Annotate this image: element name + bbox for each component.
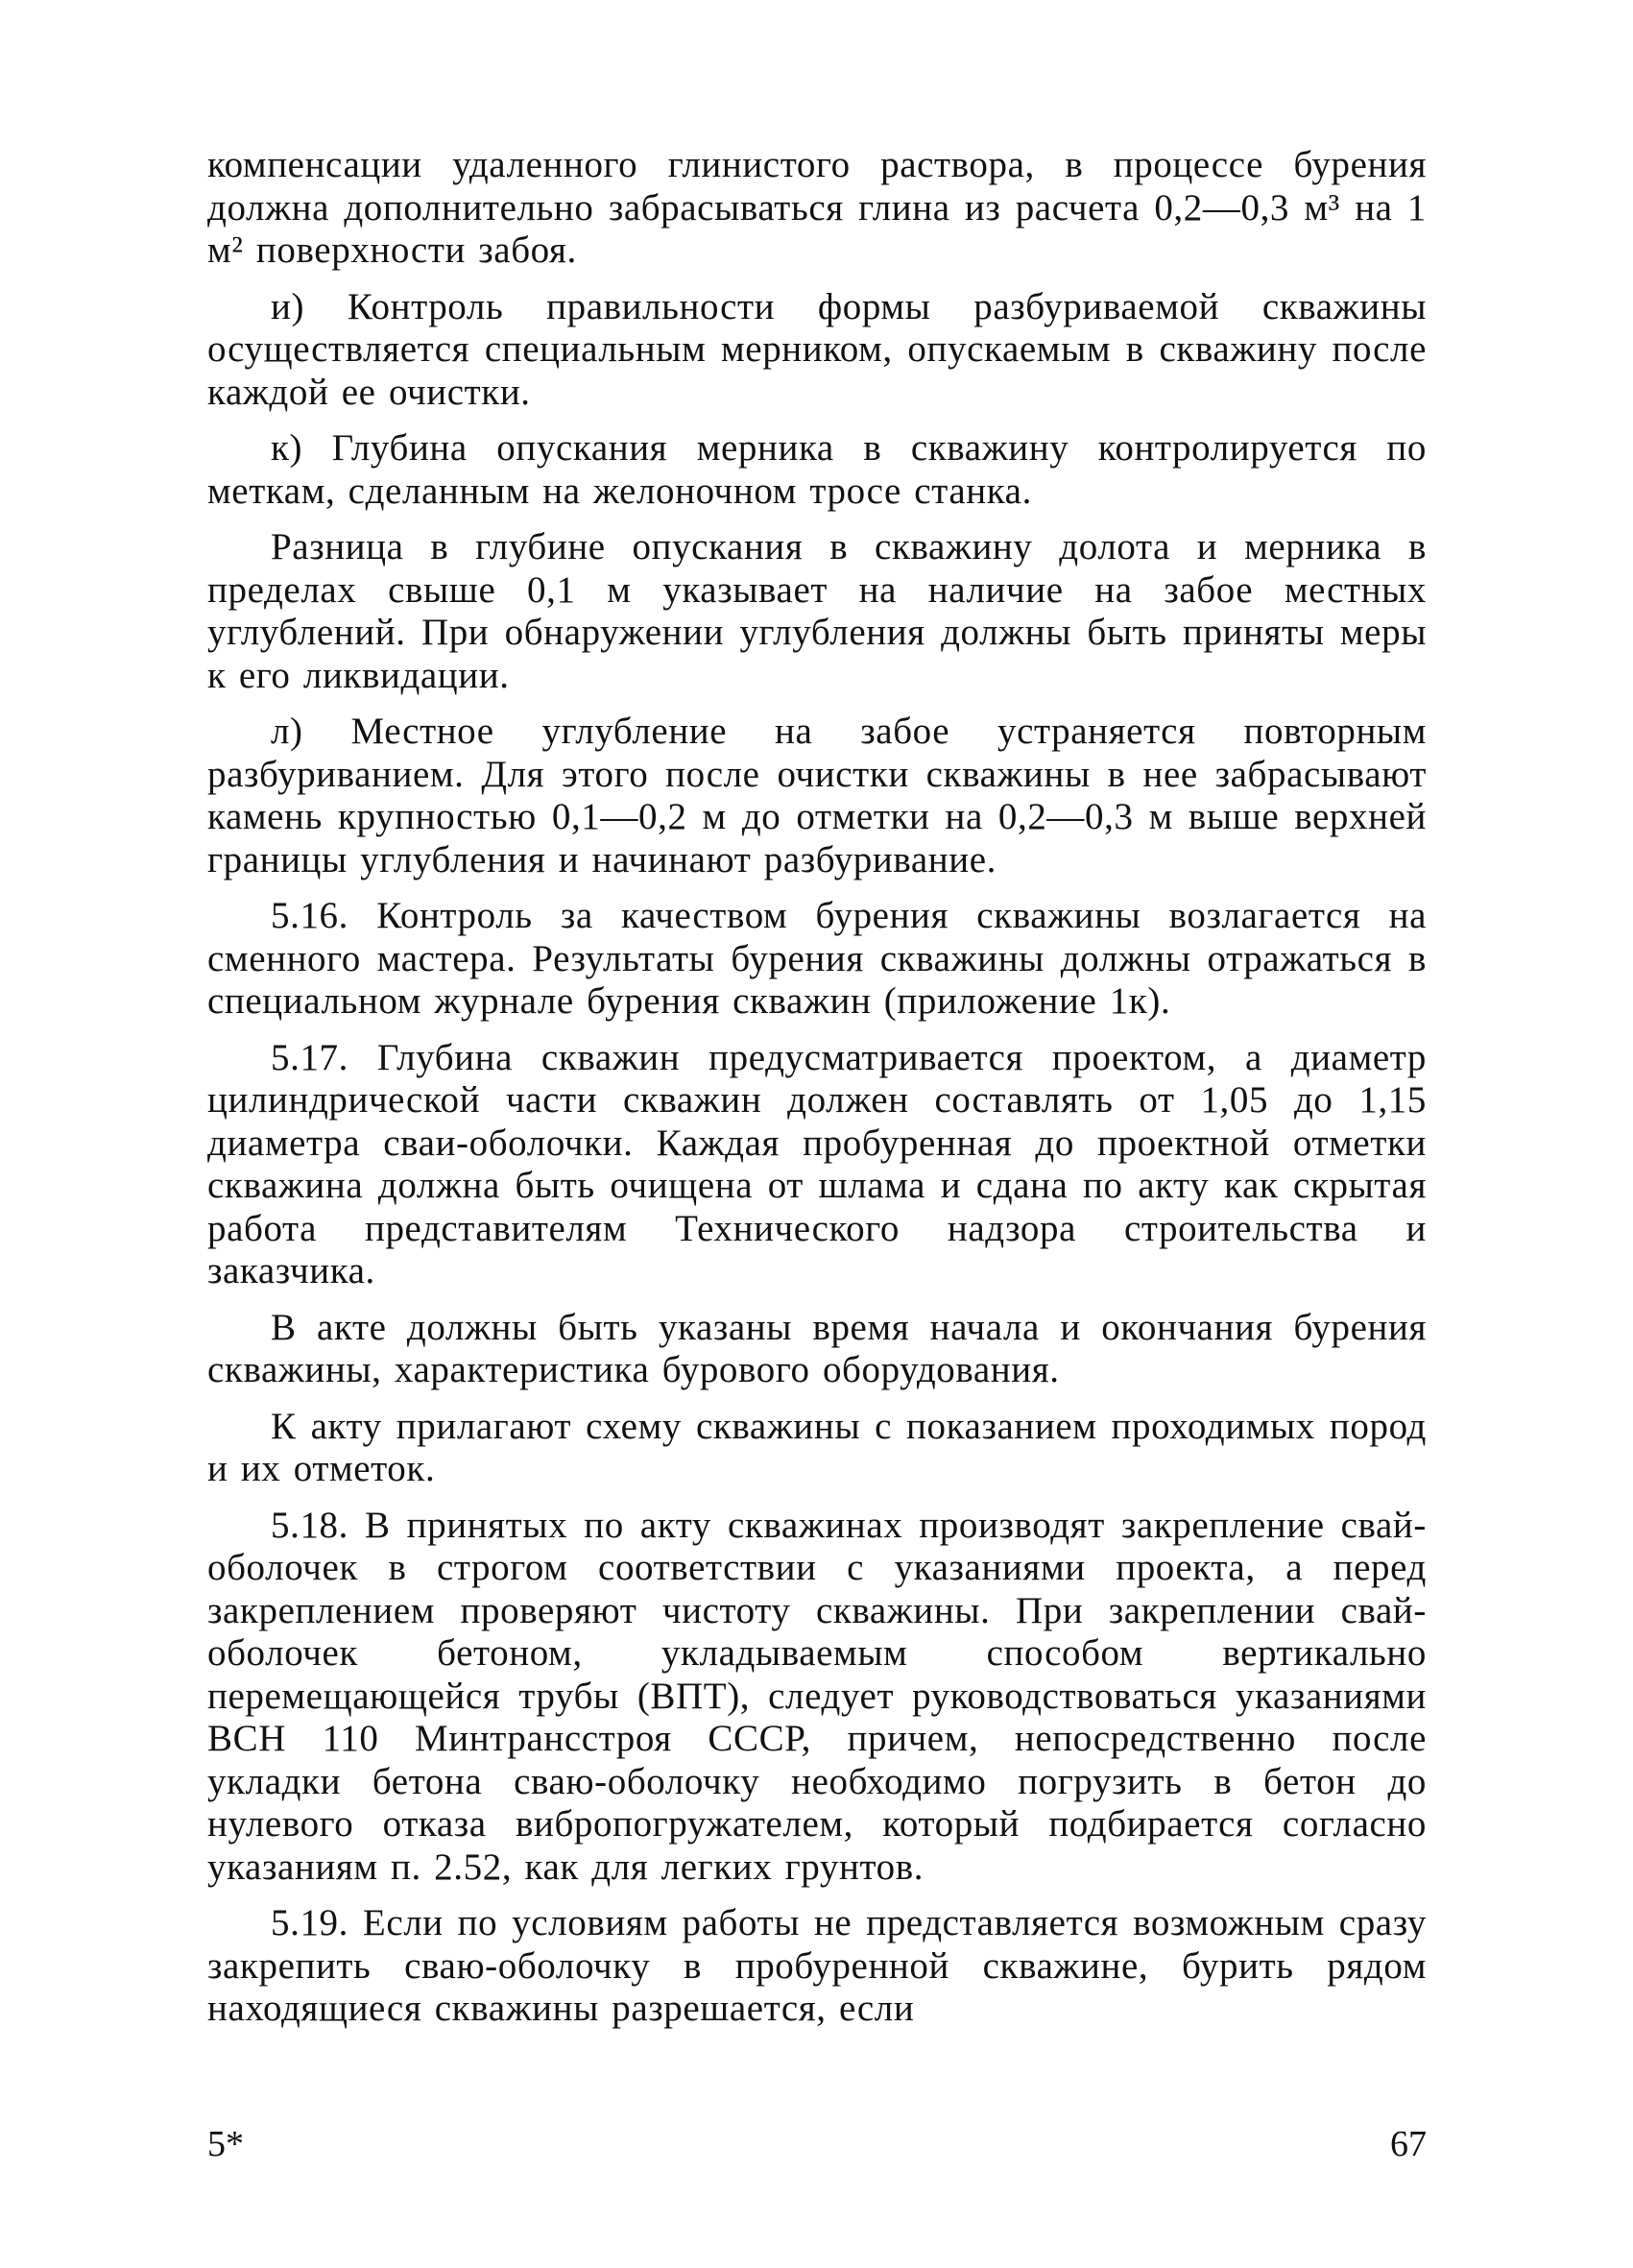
paragraph-item-k: к) Глубина опускания мерника в скважину контролируется по меткам, сделанным на желоночном тросе станка.: [207, 427, 1427, 512]
paragraph-5-19: 5.19. Если по условиям работы не представляется возможным сразу закрепить сваю-оболочку в пробуренной скважине, бурить рядом находящиеся скважины разрешается, если: [207, 1902, 1427, 2029]
page-number: 67: [1390, 2124, 1427, 2164]
paragraph-clay-compensation: компенсации удаленного глинистого раствора, в процессе бурения должна дополнительно забрасываться глина из расчета 0,2—0,3 м³ на 1 м² поверхности забоя.: [207, 144, 1427, 271]
document-page: [207, 144, 1427, 2180]
paragraph-act-content: В акте должны быть указаны время начала и окончания бурения скважины, характеристика бурового оборудования.: [207, 1306, 1427, 1390]
paragraph-act-scheme: К акту прилагают схему скважины с показанием проходимых пород и их отметок.: [207, 1405, 1427, 1489]
paragraph-5-17: 5.17. Глубина скважин предусматривается проектом, а диаметр цилиндрической части скважин должен составлять от 1,05 до 1,15 диаметра сваи-оболочки. Каждая пробуренная до проектной отметки скважина должна быть очищена от шлама и сдана по акту как скрытая работа представителям Технического надзора строительства и заказчика.: [207, 1036, 1427, 1291]
paragraph-depth-difference: Разница в глубине опускания в скважину долота и мерника в пределах свыше 0,1 м указывает на наличие на забое местных углублений. При обнаружении углубления должны быть приняты меры к его ликвидации.: [207, 526, 1427, 696]
signature-mark: 5*: [207, 2124, 244, 2164]
paragraph-item-l: л) Местное углубление на забое устраняется повторным разбуриванием. Для этого после очистки скважины в нее забрасывают камень крупностью 0,1—0,2 м до отметки на 0,2—0,3 м выше верхней границы углубления и начинают разбуривание.: [207, 711, 1427, 881]
paragraph-5-18: 5.18. В принятых по акту скважинах производят закрепление свай-оболочек в строгом соответствии с указаниями проекта, а перед закреплением проверяют чистоту скважины. При закреплении свай-оболочек бетоном, укладываемым способом вертикально перемещающейся трубы (ВПТ), следует руководствоваться указаниями ВСН 110 Минтрансстроя СССР, причем, непосредственно после укладки бетона сваю-оболочку необходимо погрузить в бетон до нулевого отказа вибропогружателем, который подбирается согласно указаниям п. 2.52, как для легких грунтов.: [207, 1504, 1427, 1888]
page-footer: [207, 2120, 1427, 2168]
paragraph-5-16: 5.16. Контроль за качеством бурения скважины возлагается на сменного мастера. Результаты бурения скважины должны отражаться в специальном журнале бурения скважин (приложение 1к).: [207, 895, 1427, 1022]
paragraph-item-i: и) Контроль правильности формы разбуриваемой скважины осуществляется специальным мерником, опускаемым в скважину после каждой ее очистки.: [207, 285, 1427, 413]
